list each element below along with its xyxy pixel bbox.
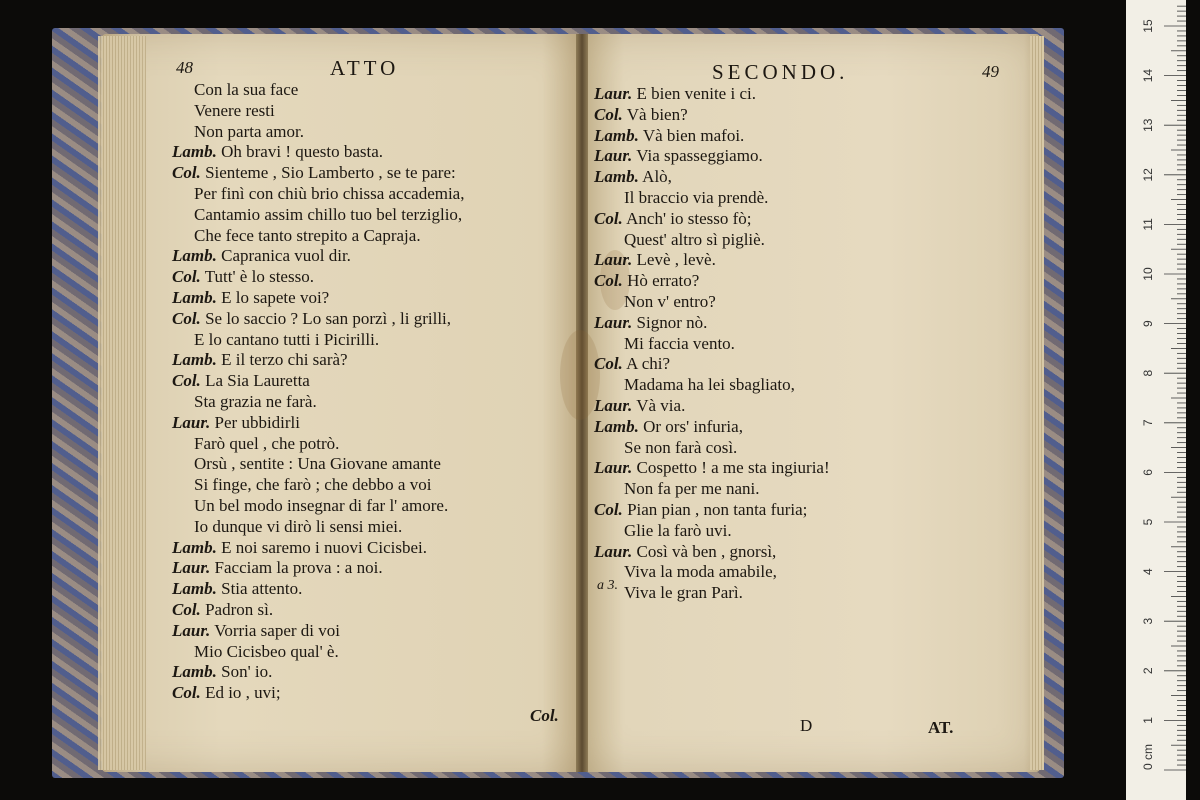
speaker-label: Lamb. xyxy=(172,287,217,307)
ensemble-marker: a 3. xyxy=(597,578,618,593)
line-text: Orsù , sentite : Una Giovane amante xyxy=(194,454,441,474)
text-line xyxy=(172,246,464,267)
line-text: E lo cantano tutti i Picirilli. xyxy=(194,329,380,349)
line-text: Non parta amor. xyxy=(194,121,304,141)
text-line xyxy=(172,475,464,496)
line-text: Con la sua face xyxy=(194,80,299,99)
text-line xyxy=(172,205,464,226)
speaker-label: Col. xyxy=(172,599,201,619)
text-line xyxy=(594,167,830,188)
speaker-label: Laur. xyxy=(172,620,211,640)
ruler-label: 15 xyxy=(1141,19,1155,33)
line-text: Padron sì. xyxy=(205,599,274,619)
text-line xyxy=(594,105,830,126)
text-line xyxy=(594,458,830,479)
text-line xyxy=(172,330,464,351)
speaker-label: Lamb. xyxy=(594,167,639,187)
left-page-text xyxy=(172,80,464,704)
line-text: Capranica vuol dir. xyxy=(221,246,351,266)
line-text: Và via. xyxy=(636,395,686,415)
text-line xyxy=(594,521,830,542)
speaker-label: Laur. xyxy=(594,395,633,415)
signature-mark: D xyxy=(800,716,817,735)
line-text: E il terzo chi sarà? xyxy=(221,350,348,370)
text-line xyxy=(172,496,464,517)
text-line xyxy=(172,434,464,455)
text-line xyxy=(594,500,830,521)
left-page-number: 48 xyxy=(176,58,193,77)
line-text: Glie la farò uvi. xyxy=(624,520,732,540)
line-text: Viva le gran Parì. xyxy=(624,583,743,603)
line-text: Và bien mafoi. xyxy=(642,125,745,145)
line-text: Farò quel , che potrò. xyxy=(194,433,340,453)
line-text: Tutt' è lo stesso. xyxy=(204,267,314,287)
ruler-label: 4 xyxy=(1141,568,1155,575)
speaker-label: Lamb. xyxy=(172,662,217,682)
left-running-header: ATTO xyxy=(330,56,400,80)
speaker-label: Laur. xyxy=(594,458,633,478)
speaker-label: Col. xyxy=(594,208,623,228)
ruler-label: 0 cm xyxy=(1141,743,1155,770)
right-page-text xyxy=(594,84,830,604)
speaker-label: Lamb. xyxy=(172,350,217,370)
line-text: Or ors' infuria, xyxy=(643,416,743,436)
text-line xyxy=(594,126,830,147)
line-text: Via spasseggiamo. xyxy=(636,146,763,166)
line-text: Ed io , uvi; xyxy=(205,683,281,703)
text-line xyxy=(594,375,830,396)
text-line xyxy=(172,454,464,475)
speaker-label: Laur. xyxy=(594,541,633,561)
ruler-label: 6 xyxy=(1141,469,1155,476)
line-text: Stia attento. xyxy=(221,579,303,599)
line-text: Venere resti xyxy=(194,100,275,120)
speaker-label: Lamb. xyxy=(172,142,217,162)
speaker-label: Col. xyxy=(172,267,201,287)
text-line xyxy=(172,662,464,683)
speaker-label: Laur. xyxy=(594,250,633,270)
left-catchword: Col. xyxy=(530,706,559,725)
text-line xyxy=(172,122,464,143)
ruler-label: 14 xyxy=(1141,68,1155,83)
text-line xyxy=(594,479,830,500)
line-text: E noi saremo i nuovi Cicisbei. xyxy=(221,537,427,557)
text-line xyxy=(594,188,830,209)
text-line xyxy=(172,392,464,413)
scale-ruler xyxy=(1126,0,1186,800)
speaker-label: Laur. xyxy=(172,558,211,578)
text-line xyxy=(172,683,464,704)
line-text: Anch' io stesso fò; xyxy=(626,208,752,228)
line-text: Facciam la prova : a noi. xyxy=(214,558,383,578)
ruler-label: 2 xyxy=(1141,667,1155,675)
line-text: Sienteme , Sio Lamberto , se te pare: xyxy=(205,163,456,183)
page-edges-left xyxy=(98,36,146,770)
text-line xyxy=(594,313,830,334)
speaker-label: Laur. xyxy=(594,312,633,332)
page-edges-right xyxy=(1030,36,1044,770)
ruler-label: 12 xyxy=(1141,168,1155,182)
speaker-label: Laur. xyxy=(594,84,633,103)
ruler-label: 3 xyxy=(1141,617,1155,625)
text-line xyxy=(172,642,464,663)
text-line xyxy=(172,413,464,434)
speaker-label: Col. xyxy=(594,271,623,291)
text-line xyxy=(594,250,830,271)
speaker-label: Lamb. xyxy=(594,125,639,145)
speaker-label: Lamb. xyxy=(594,416,639,436)
line-text: Mi faccia vento. xyxy=(624,333,735,353)
text-line xyxy=(594,542,830,563)
ruler-label: 8 xyxy=(1141,369,1155,377)
line-text: Cantamio assim chillo tuo bel terziglio, xyxy=(194,204,463,224)
text-line xyxy=(172,621,464,642)
ruler-label: 9 xyxy=(1141,320,1155,327)
ruler-label: 13 xyxy=(1141,118,1155,132)
text-line xyxy=(172,80,464,101)
text-line xyxy=(594,271,830,292)
text-line xyxy=(594,230,830,251)
line-text: Sta grazia ne farà. xyxy=(194,391,317,411)
text-line xyxy=(594,396,830,417)
text-line xyxy=(172,163,464,184)
line-text: Signor nò. xyxy=(636,312,708,332)
line-text: Alò, xyxy=(642,167,672,187)
line-text: Se non farà così. xyxy=(624,437,738,457)
right-page-number: 49 xyxy=(982,62,999,81)
text-line xyxy=(172,101,464,122)
text-line xyxy=(172,350,464,371)
ruler-label: 1 xyxy=(1141,717,1155,724)
line-text: Un bel modo insegnar di far l' amore. xyxy=(194,495,449,515)
text-line xyxy=(594,334,830,355)
line-text: E lo sapete voi? xyxy=(221,287,330,307)
speaker-label: Col. xyxy=(172,683,201,703)
line-text: Hò errato? xyxy=(627,271,700,291)
ruler-label: 7 xyxy=(1141,419,1155,427)
line-text: Madama ha lei sbagliato, xyxy=(624,375,795,395)
line-text: Pian pian , non tanta furia; xyxy=(627,499,808,519)
ruler-label: 5 xyxy=(1141,518,1155,526)
line-text: Se lo saccio ? Lo san porzì , li grilli, xyxy=(205,308,452,328)
line-text: Quest' altro sì pigliè. xyxy=(624,229,765,249)
text-line xyxy=(172,142,464,163)
line-text: E bien venite i ci. xyxy=(636,84,756,103)
text-line xyxy=(594,146,830,167)
speaker-label: Col. xyxy=(172,163,201,183)
text-line xyxy=(594,583,830,604)
line-text: Io dunque vi dirò li sensi miei. xyxy=(194,516,403,536)
ruler-label: 10 xyxy=(1141,267,1155,281)
text-line xyxy=(172,558,464,579)
text-line xyxy=(172,184,464,205)
text-line xyxy=(172,371,464,392)
line-text: Non v' entro? xyxy=(624,291,716,311)
line-text: Mio Cicisbeo qual' è. xyxy=(194,641,339,661)
text-line xyxy=(594,209,830,230)
text-line xyxy=(172,309,464,330)
line-text: Per ubbidirli xyxy=(214,412,300,432)
text-line xyxy=(594,438,830,459)
line-text: Oh bravi ! questo basta. xyxy=(221,142,384,162)
speaker-label: Col. xyxy=(594,354,623,374)
text-line xyxy=(594,292,830,313)
text-line xyxy=(172,517,464,538)
right-catchword: AT. xyxy=(928,718,954,737)
line-text: Cospetto ! a me sta ingiuria! xyxy=(636,458,830,478)
line-text: Non fa per me nani. xyxy=(624,479,760,499)
text-line xyxy=(172,600,464,621)
line-text: Viva la moda amabile, xyxy=(624,562,777,582)
speaker-label: Col. xyxy=(172,308,201,328)
text-line xyxy=(172,267,464,288)
line-text: Si finge, che farò ; che debbo a voi xyxy=(194,475,432,495)
line-text: Levè , levè. xyxy=(636,250,716,270)
right-running-header: SECONDO. xyxy=(712,60,849,84)
speaker-label: Lamb. xyxy=(172,246,217,266)
text-line xyxy=(172,579,464,600)
speaker-label: Laur. xyxy=(594,146,633,166)
line-text: A chi? xyxy=(626,354,671,374)
line-text: Per finì con chiù brio chissa accademia, xyxy=(194,183,465,203)
speaker-label: Laur. xyxy=(172,412,211,432)
line-text: Và bien? xyxy=(626,104,688,124)
speaker-label: Col. xyxy=(594,104,623,124)
ruler-ticks xyxy=(1126,0,1186,800)
text-line xyxy=(594,354,830,375)
text-line xyxy=(172,538,464,559)
line-text: Così và ben , gnorsì, xyxy=(636,541,777,561)
ruler-label: 11 xyxy=(1141,218,1155,231)
text-line xyxy=(172,288,464,309)
text-line xyxy=(594,562,830,583)
speaker-label: Lamb. xyxy=(172,579,217,599)
text-line xyxy=(172,226,464,247)
line-text: La Sia Lauretta xyxy=(205,371,310,391)
text-line xyxy=(594,417,830,438)
line-text: Vorria saper di voi xyxy=(214,620,340,640)
text-line xyxy=(594,84,830,105)
line-text: Che fece tanto strepito a Capraja. xyxy=(194,225,421,245)
speaker-label: Lamb. xyxy=(172,537,217,557)
speaker-label: Col. xyxy=(594,499,623,519)
line-text: Son' io. xyxy=(221,662,273,682)
line-text: Il braccio via prendè. xyxy=(624,187,769,207)
speaker-label: Col. xyxy=(172,371,201,391)
